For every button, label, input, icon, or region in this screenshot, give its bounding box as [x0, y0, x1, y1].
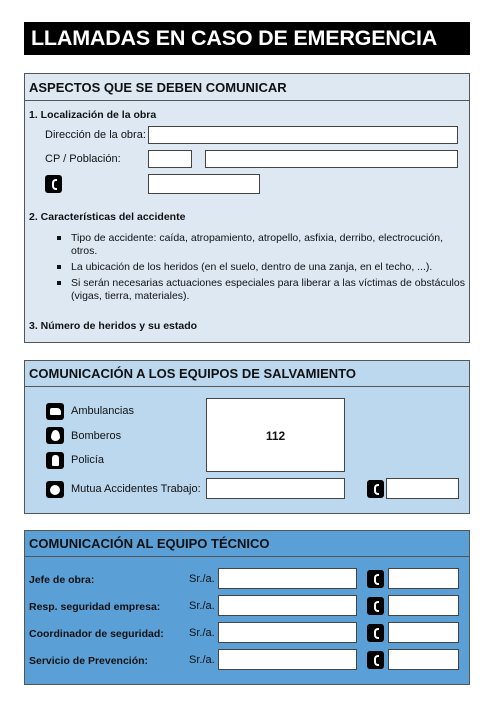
address-label: Dirección de la obra:	[45, 129, 146, 141]
accident-bullet-list	[55, 232, 465, 306]
phone-icon	[367, 624, 384, 642]
accident-heading: 2. Características del accidente	[29, 211, 186, 223]
prefix-label: Sr./a.	[189, 600, 215, 612]
injured-heading: 3. Número de heridos y su estado	[29, 320, 198, 332]
technical-row-label: Coordinador de seguridad:	[29, 628, 164, 640]
emergency-number-box	[206, 398, 345, 472]
mutua-phone-field[interactable]	[386, 478, 459, 499]
location-heading: 1. Localización de la obra	[29, 109, 157, 121]
address-field[interactable]	[148, 126, 458, 144]
rescue-section	[24, 360, 470, 514]
technical-phone-field[interactable]	[388, 622, 459, 643]
police-label: Policía	[71, 454, 105, 466]
technical-row-label: Jefe de obra:	[29, 574, 95, 586]
technical-phone-field[interactable]	[388, 568, 459, 589]
list-item: Si serán necesarias actuaciones especiales para liberar a las víctimas de obstáculos (vigas, tierra, materiales).	[55, 277, 465, 303]
phone-icon	[367, 570, 384, 588]
technical-row-label: Resp. seguridad empresa:	[29, 601, 161, 613]
police-icon	[46, 452, 64, 469]
technical-heading: COMUNICACIÓN AL EQUIPO TÉCNICO	[29, 536, 270, 551]
prefix-label: Sr./a.	[189, 573, 215, 585]
phone-icon	[367, 651, 384, 669]
list-item: La ubicación de los heridos (en el suelo, dentro de una zanja, en el techo, ...).	[55, 261, 465, 274]
technical-section	[24, 530, 470, 685]
technical-name-field[interactable]	[218, 622, 357, 643]
aspects-heading: ASPECTOS QUE SE DEBEN COMUNICAR	[29, 80, 287, 95]
ambulance-label: Ambulancias	[71, 405, 134, 417]
page-title: LLAMADAS EN CASO DE EMERGENCIA	[24, 22, 470, 55]
technical-phone-field[interactable]	[388, 649, 459, 670]
phone-icon	[367, 597, 384, 615]
aspects-section	[24, 73, 470, 343]
phone-icon	[45, 175, 62, 193]
mutua-label: Mutua Accidentes Trabajo:	[71, 483, 201, 495]
prefix-label: Sr./a.	[189, 654, 215, 666]
location-phone-field[interactable]	[148, 174, 260, 194]
divider	[25, 386, 469, 387]
technical-phone-field[interactable]	[388, 595, 459, 616]
postal-label: CP / Población:	[45, 153, 121, 165]
town-field[interactable]	[205, 150, 458, 168]
divider	[25, 556, 469, 557]
mutua-field[interactable]	[206, 478, 345, 499]
technical-name-field[interactable]	[218, 595, 357, 616]
divider	[25, 100, 469, 101]
postal-code-field[interactable]	[148, 150, 192, 168]
rescue-heading: COMUNICACIÓN A LOS EQUIPOS DE SALVAMIENTO	[29, 366, 356, 381]
prefix-label: Sr./a.	[189, 627, 215, 639]
technical-name-field[interactable]	[218, 649, 357, 670]
fire-label: Bomberos	[71, 430, 122, 442]
mutua-icon	[46, 481, 64, 498]
fire-icon	[46, 427, 64, 444]
technical-name-field[interactable]	[218, 568, 357, 589]
list-item: Tipo de accidente: caída, atropamiento, atropello, asfixia, derribo, electrocución, otros.	[55, 232, 465, 258]
technical-row-label: Servicio de Prevención:	[29, 655, 149, 667]
emergency-number: 112	[265, 429, 286, 443]
ambulance-icon	[46, 403, 64, 420]
phone-icon	[367, 480, 384, 498]
